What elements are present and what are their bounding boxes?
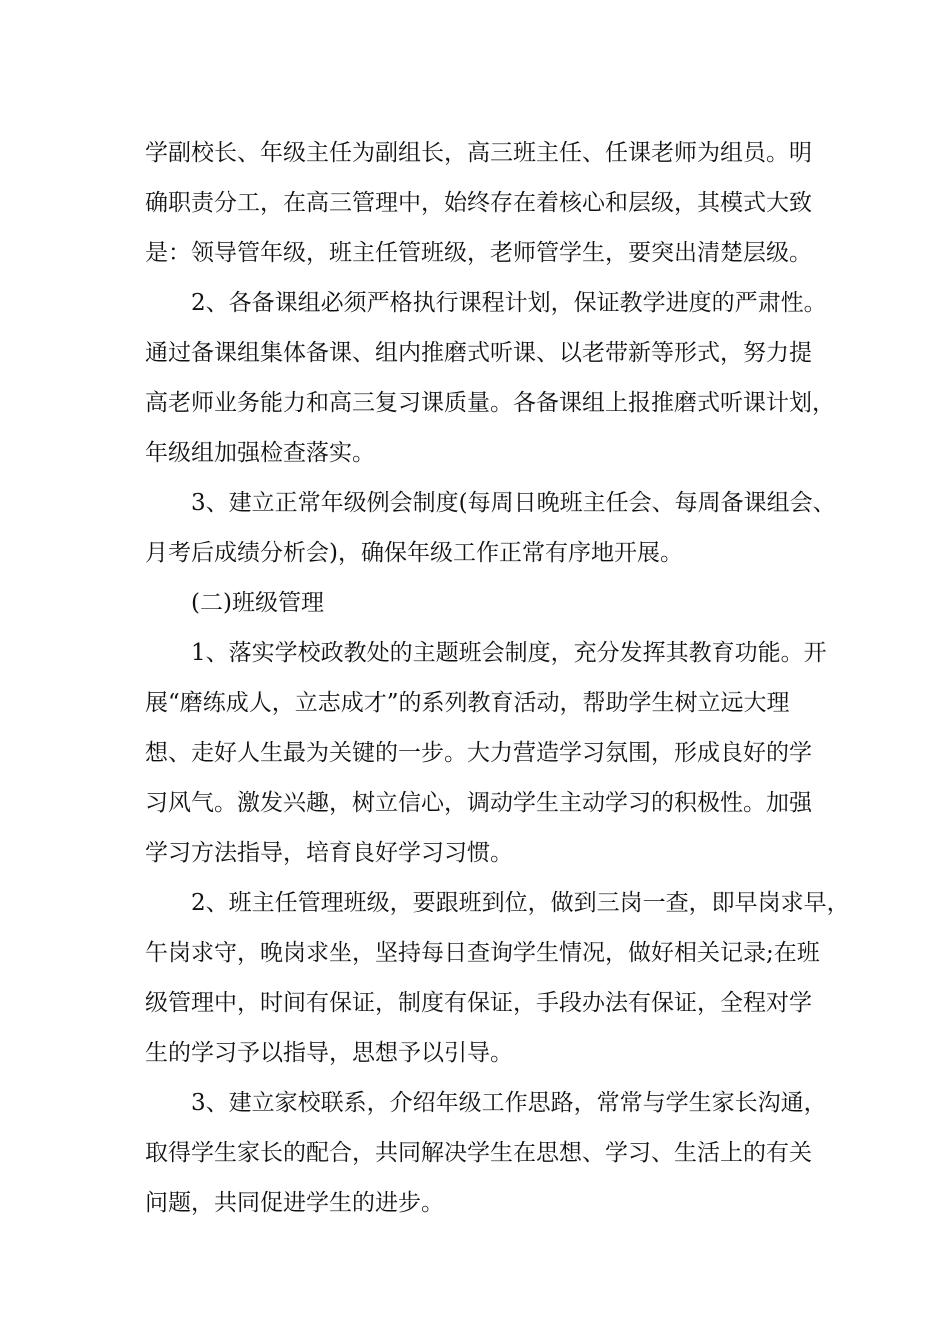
text-line: 想、走好人生最为关键的一步。大力营造学习氛围，形成良好的学 [145,740,812,766]
text-line: 年级组加强检查落实。 [145,440,375,466]
text-line: 取得学生家长的配合，共同解决学生在思想、学习、生活上的有关 [145,1140,812,1166]
text-line: 习风气。激发兴趣，树立信心，调动学生主动学习的积极性。加强 [145,790,812,816]
text-line: 学副校长、年级主任为副组长，高三班主任、任课老师为组员。明 [145,140,812,166]
text-line: 学习方法指导，培育良好学习习惯。 [145,840,513,866]
paragraph-start-line: 1、落实学校政教处的主题班会制度，充分发挥其教育功能。开 [191,640,827,666]
text-line: 午岗求守，晚岗求坐，坚持每日查询学生情况，做好相关记录;在班 [145,940,820,966]
document-body [145,128,850,1228]
section-heading: (二)班级管理 [191,590,324,616]
text-line: 通过备课组集体备课、组内推磨式听课、以老带新等形式，努力提 [145,340,812,366]
paragraph-start-line: 2、班主任管理班级，要跟班到位，做到三岗一查，即早岗求早， [191,890,850,916]
paragraph-start-line: 3、建立正常年级例会制度(每周日晚班主任会、每周备课组会、 [191,490,836,516]
paragraph-start-line: 2、各备课组必须严格执行课程计划，保证教学进度的严肃性。 [191,290,827,316]
text-line: 是：领导管年级，班主任管班级，老师管学生，要突出清楚层级。 [145,240,812,266]
text-line: 问题，共同促进学生的进步。 [145,1190,444,1216]
paragraph-start-line: 3、建立家校联系，介绍年级工作思路，常常与学生家长沟通， [191,1090,827,1116]
text-line: 高老师业务能力和高三复习课质量。各备课组上报推磨式听课计划， [145,390,835,416]
text-line: 月考后成绩分析会)，确保年级工作正常有序地开展。 [145,540,683,566]
text-line: 展“磨练成人，立志成才”的系列教育活动，帮助学生树立远大理 [145,690,790,716]
text-line: 生的学习予以指导，思想予以引导。 [145,1040,513,1066]
text-line: 级管理中，时间有保证，制度有保证，手段办法有保证，全程对学 [145,990,812,1016]
text-line: 确职责分工，在高三管理中，始终存在着核心和层级，其模式大致 [145,190,812,216]
